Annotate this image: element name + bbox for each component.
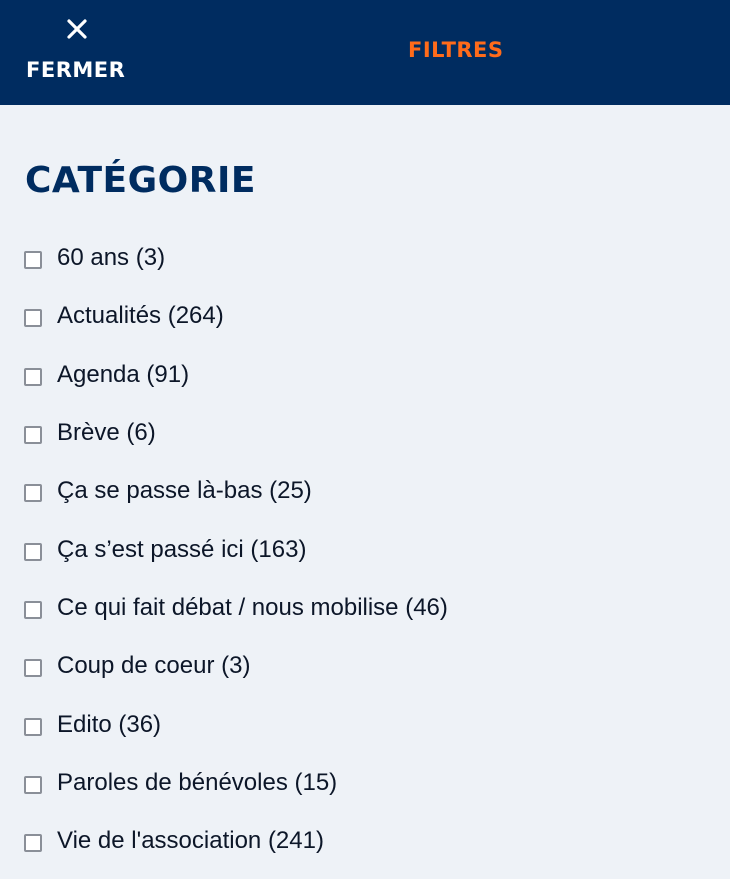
close-icon[interactable]	[66, 18, 88, 40]
category-label[interactable]: Coup de coeur (3)	[57, 652, 251, 680]
category-title: CATÉGORIE	[25, 160, 256, 201]
category-option[interactable]	[24, 287, 724, 345]
category-label[interactable]: Ça s’est passé ici (163)	[57, 535, 307, 563]
category-label[interactable]: 60 ans (3)	[57, 244, 166, 272]
category-checkbox[interactable]	[24, 426, 42, 444]
category-option[interactable]	[24, 404, 724, 462]
category-option[interactable]	[24, 637, 724, 695]
category-label[interactable]: Ce qui fait débat / nous mobilise (46)	[57, 593, 448, 621]
category-list	[24, 229, 724, 870]
category-checkbox[interactable]	[24, 659, 42, 677]
category-label[interactable]: Ça se passe là-bas (25)	[57, 477, 312, 505]
filters-header	[0, 0, 730, 105]
close-label[interactable]: FERMER	[26, 58, 126, 82]
category-option[interactable]	[24, 229, 724, 287]
category-label[interactable]: Edito (36)	[57, 710, 162, 738]
category-option[interactable]	[24, 754, 724, 812]
category-checkbox[interactable]	[24, 834, 42, 852]
category-label[interactable]: Agenda (91)	[57, 360, 190, 388]
category-checkbox[interactable]	[24, 601, 42, 619]
category-option[interactable]	[24, 346, 724, 404]
category-label[interactable]: Paroles de bénévoles (15)	[57, 768, 338, 796]
category-option[interactable]	[24, 579, 724, 637]
category-label[interactable]: Vie de l'association (241)	[57, 827, 324, 855]
category-option[interactable]	[24, 520, 724, 578]
category-checkbox[interactable]	[24, 309, 42, 327]
category-option[interactable]	[24, 462, 724, 520]
category-checkbox[interactable]	[24, 368, 42, 386]
category-checkbox[interactable]	[24, 718, 42, 736]
category-checkbox[interactable]	[24, 484, 42, 502]
category-label[interactable]: Actualités (264)	[57, 302, 224, 330]
filters-title: FILTRES	[408, 38, 504, 62]
category-label[interactable]: Brève (6)	[57, 419, 156, 447]
category-checkbox[interactable]	[24, 776, 42, 794]
close-button[interactable]	[26, 14, 130, 86]
category-checkbox[interactable]	[24, 543, 42, 561]
category-option[interactable]	[24, 812, 724, 870]
category-option[interactable]	[24, 695, 724, 753]
category-checkbox[interactable]	[24, 251, 42, 269]
